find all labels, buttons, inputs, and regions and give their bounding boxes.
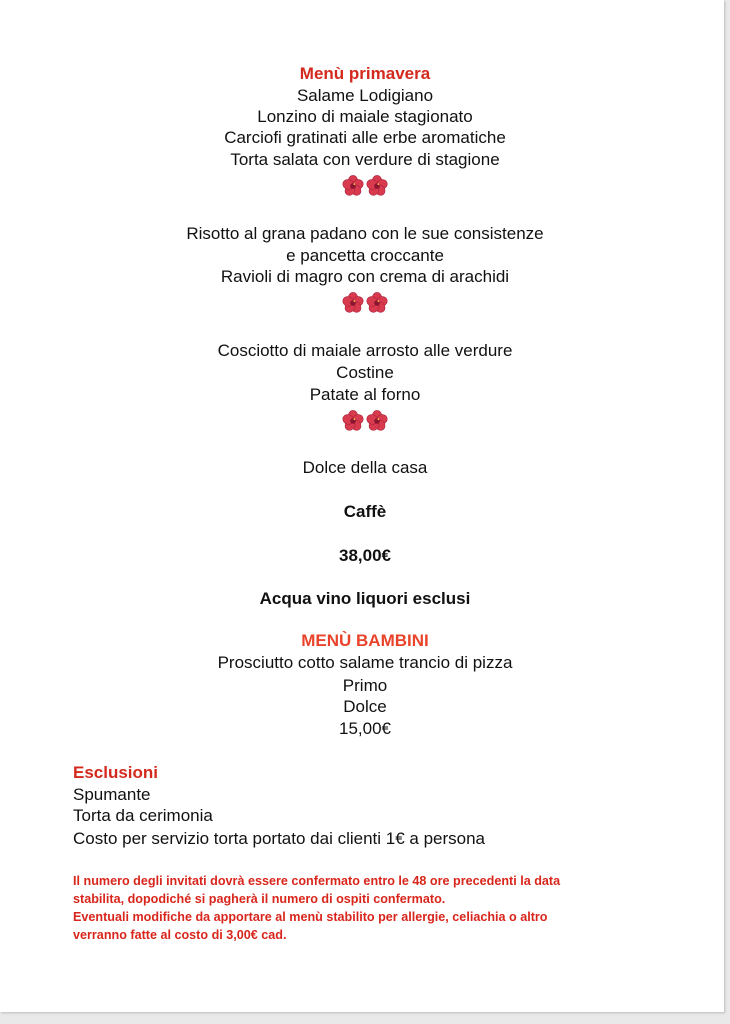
menu-item: Costine xyxy=(336,363,394,382)
note-line: stabilita, dopodiché si pagherà il numero di ospiti confermato. xyxy=(73,892,446,906)
hibiscus-icon xyxy=(342,410,364,432)
notes xyxy=(73,872,653,944)
note-line: verranno fatte al costo di 3,00€ cad. xyxy=(73,928,287,942)
kids-menu-item: Primo xyxy=(342,676,388,695)
kids-menu-price: 15,00€ xyxy=(339,719,391,738)
menu-item: e pancetta croccante xyxy=(286,246,444,265)
hibiscus-icon xyxy=(366,410,388,432)
exclusions-title: Esclusioni xyxy=(73,763,159,782)
flower-separator xyxy=(0,292,730,314)
menu-item: Cosciotto di maiale arrosto alle verdure xyxy=(217,341,513,360)
menu-title: Menù primavera xyxy=(299,64,431,83)
exclusion-item: Torta da cerimonia xyxy=(73,806,213,825)
menu-item: Salame Lodigiano xyxy=(296,86,434,105)
menu-price: 38,00€ xyxy=(339,546,391,565)
menu-item: Patate al forno xyxy=(309,385,421,404)
flower-separator xyxy=(0,175,730,197)
hibiscus-icon xyxy=(366,175,388,197)
coffee: Caffè xyxy=(343,502,387,521)
drinks-note: Acqua vino liquori esclusi xyxy=(259,589,471,608)
kids-menu-item: Prosciutto cotto salame trancio di pizza xyxy=(217,653,513,672)
kids-menu-item: Dolce xyxy=(343,697,387,716)
menu-item: Ravioli di magro con crema di arachidi xyxy=(220,267,510,286)
hibiscus-icon xyxy=(342,292,364,314)
hibiscus-icon xyxy=(342,175,364,197)
kids-menu-title: MENÙ BAMBINI xyxy=(301,631,429,650)
menu-item: Torta salata con verdure di stagione xyxy=(230,150,500,169)
menu-item: Carciofi gratinati alle erbe aromatiche xyxy=(224,128,506,147)
flower-separator xyxy=(0,410,730,432)
menu-item: Risotto al grana padano con le sue consistenze xyxy=(186,224,544,243)
note-line: Il numero degli invitati dovrà essere confermato entro le 48 ore precedenti la data xyxy=(73,874,561,888)
dessert: Dolce della casa xyxy=(302,458,428,477)
note-line: Eventuali modifiche da apportare al menù stabilito per allergie, celiachia o altro xyxy=(73,910,548,924)
hibiscus-icon xyxy=(366,292,388,314)
menu-item: Lonzino di maiale stagionato xyxy=(257,107,473,126)
exclusion-item: Costo per servizio torta portato dai clienti 1€ a persona xyxy=(73,829,486,848)
exclusion-item: Spumante xyxy=(73,785,151,804)
